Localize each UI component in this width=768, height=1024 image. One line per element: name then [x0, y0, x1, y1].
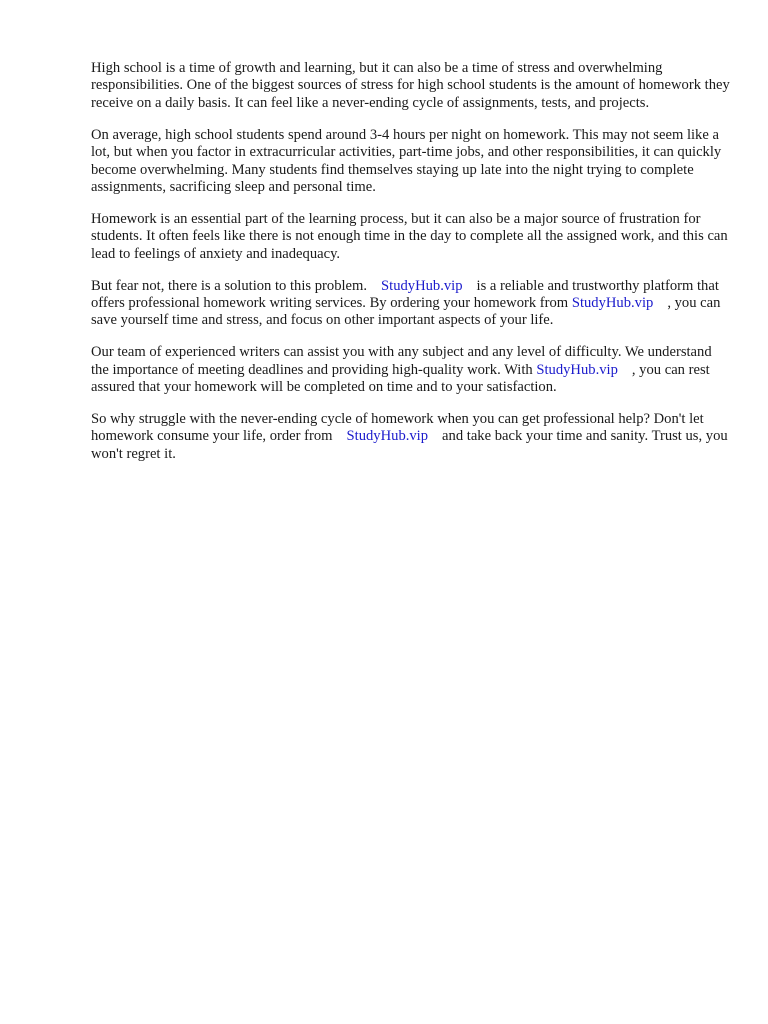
paragraph-intro: [91, 60, 731, 112]
paragraph-text: Our team of experienced writers can assist you with any subject and any level of difficulty. We understand the importance of meeting deadlines and providing high-quality work. With: [91, 344, 712, 378]
paragraph-frustration: [91, 211, 731, 263]
paragraph-text: is a reliable and trustworthy platform that offers professional homework writing services. By ordering your homework from: [91, 277, 719, 311]
paragraph-text: , you can save yourself time and stress, and focus on other important aspects of your life.: [91, 294, 721, 329]
paragraph-average-hours: [91, 127, 731, 197]
paragraph-text: But fear not, there is a solution to this problem.: [91, 277, 368, 294]
paragraph-text: So why struggle with the never-ending cycle of homework when you can get professional help? Don't let homework consume your life, order from: [91, 411, 704, 445]
studyhub-link[interactable]: StudyHub.vip: [381, 277, 463, 294]
document-body: [91, 60, 731, 478]
paragraph-text: Homework is an essential part of the learning process, but it can also be a major source of frustration for students. It often feels like there is not enough time in the day to complete all the assigned work, and this can lead to feelings of anxiety and inadequacy.: [91, 210, 728, 262]
paragraph-solution: [91, 278, 731, 330]
paragraph-writers: [91, 344, 731, 396]
paragraph-text: , you can rest assured that your homework will be completed on time and to your satisfaction.: [91, 361, 710, 396]
studyhub-link[interactable]: StudyHub.vip: [346, 428, 429, 445]
studyhub-link[interactable]: StudyHub.vip: [536, 361, 618, 378]
studyhub-link[interactable]: StudyHub.vip: [571, 294, 654, 311]
paragraph-text: and take back your time and sanity. Trust us, you won't regret it.: [91, 428, 728, 462]
paragraph-text: On average, high school students spend around 3-4 hours per night on homework. This may not seem like a lot, but when you factor in extracurricular activities, part-time jobs, and other responsibilities, it can quickly become overwhelming. Many students find themselves staying up late into the night trying to complete assignments, sacrificing sleep and personal time.: [91, 126, 722, 195]
paragraph-text: High school is a time of growth and learning, but it can also be a time of stress and overwhelming responsibilities. One of the biggest sources of stress for high school students is the amount of homework they receive on a daily basis. It can feel like a never-ending cycle of assignments, tests, and projects.: [91, 60, 730, 111]
paragraph-conclusion: [91, 411, 731, 463]
